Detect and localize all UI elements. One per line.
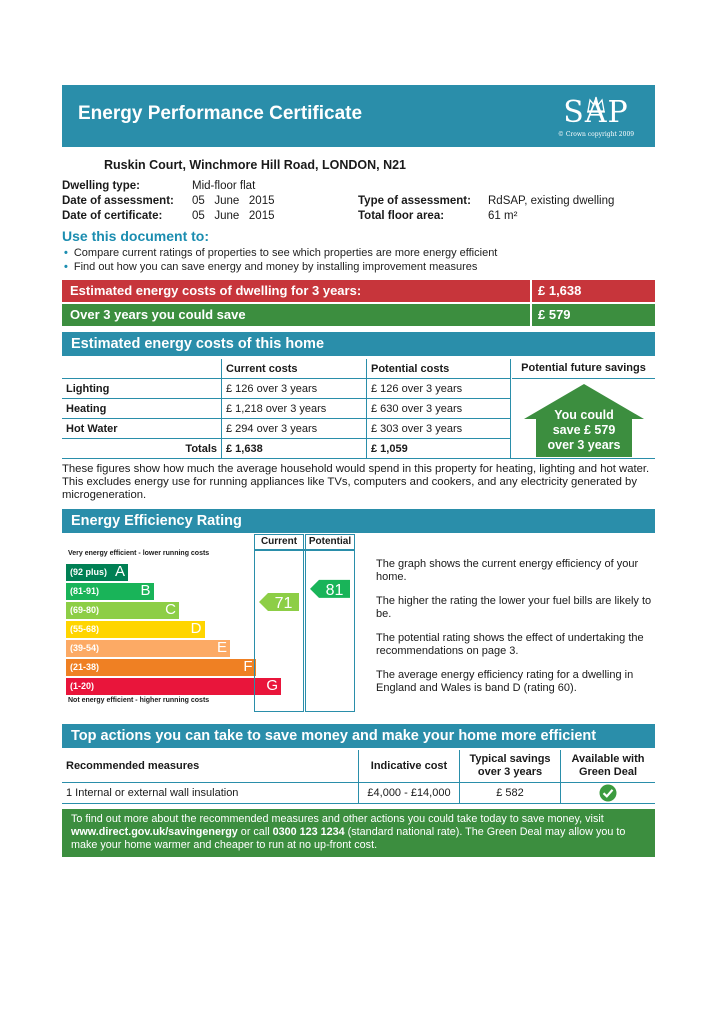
- use-bullet-1-text: Compare current ratings of properties to see which properties are more energy efficient: [73, 247, 498, 259]
- use-bullet-2: [64, 261, 477, 273]
- totals-potential: £ 1,059: [367, 439, 511, 459]
- floor-area-value: 61 m²: [488, 210, 518, 222]
- table-row: [62, 782, 655, 803]
- rating-band-range: (21-38): [70, 662, 100, 672]
- heating-potential: £ 630 over 3 years: [367, 399, 511, 419]
- measure-1-green-deal: [561, 782, 656, 803]
- costs-section-title: Estimated energy costs of this home: [62, 332, 655, 356]
- col-indicative-cost: Indicative cost: [359, 750, 460, 782]
- bullet-icon: •: [64, 247, 68, 259]
- measure-1-savings: £ 582: [460, 782, 561, 803]
- efficiency-section-title: Energy Efficiency Rating: [62, 509, 655, 533]
- rating-band-range: (39-54): [70, 643, 100, 653]
- property-address: Ruskin Court, Winchmore Hill Road, LONDON, N21: [104, 158, 406, 172]
- efficiency-text-2: The higher the rating the lower your fuel bills are likely to be.: [376, 595, 652, 620]
- col-typical-savings-line2: over 3 years: [477, 765, 543, 778]
- col-typical-savings-line1: Typical savings: [469, 752, 551, 765]
- col-recommended-measures: Recommended measures: [62, 750, 359, 782]
- hot-water-potential: £ 303 over 3 years: [367, 419, 511, 439]
- certificate-header: [62, 85, 655, 147]
- rating-band-letter: F: [243, 658, 253, 675]
- row-label-heating: Heating: [62, 399, 222, 419]
- lighting-current: £ 126 over 3 years: [222, 379, 367, 399]
- measure-1-cost: £4,000 - £14,000: [359, 782, 460, 803]
- estimated-costs-label: Estimated energy costs of dwelling for 3 years:: [70, 283, 362, 298]
- rating-band-letter: C: [165, 601, 176, 618]
- efficient-label: Very energy efficient - lower running costs: [68, 550, 210, 557]
- footer-mid: or call: [237, 826, 273, 838]
- rating-band-letter: E: [216, 639, 227, 656]
- rating-band-range: (92 plus): [70, 567, 108, 577]
- current-column-header: Current: [260, 536, 298, 547]
- assessment-date-value: 05 June 2015: [192, 195, 275, 207]
- col-typical-savings: [460, 750, 561, 782]
- savings-arrow-line2: save £ 579: [552, 423, 616, 437]
- col-green-deal-line2: Green Deal: [578, 765, 638, 778]
- savings-arrow-line1: You could: [554, 408, 614, 422]
- dwelling-type-label: Dwelling type:: [62, 180, 140, 192]
- table-row: [62, 379, 511, 399]
- check-icon: [599, 784, 617, 802]
- savings-arrow-line3: over 3 years: [547, 438, 621, 452]
- col-current-costs: Current costs: [222, 359, 367, 379]
- table-header-blank: [62, 359, 222, 379]
- table-row: [62, 419, 511, 439]
- totals-current: £ 1,638: [222, 439, 367, 459]
- footer-line3: make your home warmer and cheaper to run at no up-front cost.: [71, 839, 378, 851]
- footer-line1: To find out more about the recommended measures and other actions you could take today to save money, visit: [71, 813, 604, 825]
- use-bullet-2-text: Find out how you can save energy and money by installing improvement measures: [73, 261, 478, 273]
- col-potential-savings: Potential future savings: [512, 359, 655, 379]
- sap-logo-text: SAP: [563, 95, 629, 130]
- actions-table: [62, 750, 655, 804]
- certificate-date-label: Date of certificate:: [62, 210, 163, 222]
- page-title: Energy Performance Certificate: [78, 103, 363, 124]
- efficiency-text-3: The potential rating shows the effect of undertaking the recommendations on page 3.: [376, 632, 644, 657]
- table-header-row: [62, 359, 511, 379]
- sap-logo: [551, 91, 641, 141]
- rating-band-letter: D: [190, 620, 202, 637]
- could-save-bar: [62, 304, 655, 326]
- rating-band-letter: G: [266, 677, 278, 694]
- assessment-type-value: RdSAP, existing dwelling: [488, 195, 615, 207]
- footer-url-link[interactable]: www.direct.gov.uk/savingenergy: [71, 826, 238, 838]
- costs-table: [62, 359, 511, 459]
- use-document-title: Use this document to:: [62, 228, 210, 244]
- hot-water-current: £ 294 over 3 years: [222, 419, 367, 439]
- rating-band-range: (1-20): [70, 681, 95, 691]
- could-save-label: Over 3 years you could save: [70, 307, 246, 322]
- certificate-date-value: 05 June 2015: [192, 210, 275, 222]
- footer-tail: (standard national rate). The Green Deal may allow you to: [344, 826, 626, 838]
- rating-band-range: (81-91): [70, 586, 100, 596]
- dwelling-type-value: Mid-floor flat: [192, 180, 256, 192]
- use-bullet-1: [64, 247, 497, 259]
- row-label-lighting: Lighting: [62, 379, 222, 399]
- potential-rating-value: 81: [325, 581, 344, 599]
- row-label-hot-water: Hot Water: [62, 419, 222, 439]
- table-header-row: [62, 750, 655, 782]
- table-row: [62, 399, 511, 419]
- costs-explanation: These figures show how much the average household would spend in this property for heating, lighting and hot water. This excludes energy use for running appliances like TVs, computers and cookers, and any electricity generated by microgeneration.: [62, 463, 650, 501]
- assessment-type-label: Type of assessment:: [358, 195, 471, 207]
- could-save-value: £ 579: [530, 304, 571, 326]
- measure-1-name: 1 Internal or external wall insulation: [62, 782, 359, 803]
- actions-section-title: Top actions you can take to save money and make your home more efficient: [62, 724, 655, 748]
- current-rating-value: 71: [274, 594, 293, 612]
- efficiency-text-1: The graph shows the current energy efficiency of your home.: [376, 558, 639, 583]
- col-green-deal: [561, 750, 656, 782]
- floor-area-label: Total floor area:: [358, 210, 445, 222]
- sap-copyright: © Crown copyright 2009: [557, 131, 635, 138]
- rating-band-letter: B: [140, 582, 151, 599]
- inefficient-label: Not energy efficient - higher running costs: [68, 697, 210, 704]
- lighting-potential: £ 126 over 3 years: [367, 379, 511, 399]
- totals-row: [62, 439, 511, 459]
- footer-phone: 0300 123 1234: [272, 826, 345, 838]
- estimated-costs-value: £ 1,638: [530, 280, 581, 302]
- efficiency-text-4: The average energy efficiency rating for a dwelling in England and Wales is band D (rating 60).: [376, 669, 634, 694]
- heating-current: £ 1,218 over 3 years: [222, 399, 367, 419]
- rating-band-range: (69-80): [70, 605, 100, 615]
- col-potential-costs: Potential costs: [367, 359, 511, 379]
- costs-divider: [62, 458, 655, 459]
- green-deal-footer: [62, 809, 655, 857]
- bullet-icon: •: [64, 261, 68, 273]
- totals-label: Totals: [62, 439, 222, 459]
- potential-column-header: Potential: [308, 536, 352, 547]
- estimated-costs-bar: [62, 280, 655, 302]
- savings-arrow-icon: [514, 383, 654, 458]
- efficiency-chart: [62, 534, 655, 714]
- rating-band-range: (55-68): [70, 624, 100, 634]
- col-green-deal-line1: Available with: [571, 752, 645, 765]
- rating-band-letter: A: [114, 563, 125, 580]
- assessment-date-label: Date of assessment:: [62, 195, 174, 207]
